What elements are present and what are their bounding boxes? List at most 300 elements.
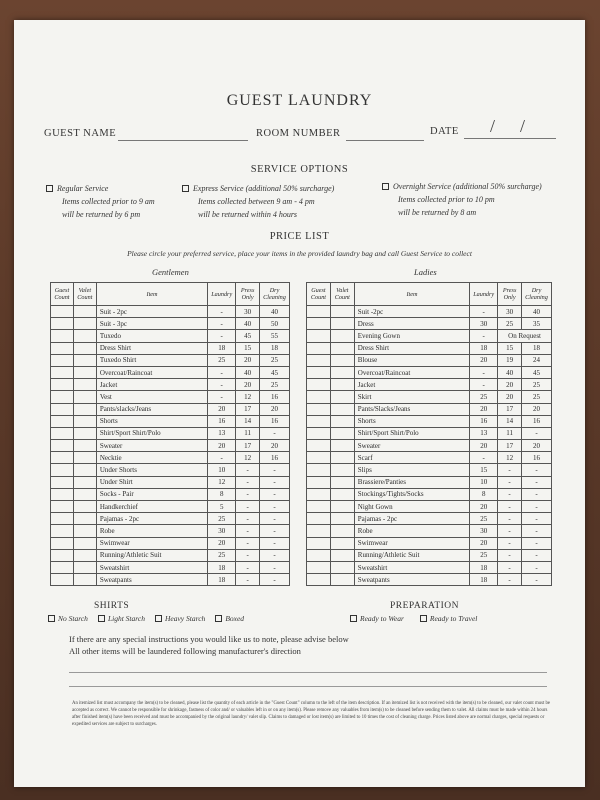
item-cell: Tuxedo Shirt: [96, 354, 207, 366]
table-row: [307, 330, 552, 342]
guest-count-cell[interactable]: [51, 561, 74, 573]
table-row: [51, 391, 290, 403]
valet-count-header: Valet Count: [73, 283, 96, 306]
guest-count-cell[interactable]: [51, 452, 74, 464]
dry-cleaning-price-cell: 16: [260, 391, 290, 403]
valet-count-cell[interactable]: [330, 366, 354, 378]
item-cell: Overcoat/Raincoat: [96, 366, 207, 378]
table-row: [307, 537, 552, 549]
table-row: [51, 415, 290, 427]
valet-count-cell[interactable]: [73, 464, 96, 476]
press-price-cell: -: [498, 561, 522, 573]
table-row: [51, 427, 290, 439]
item-cell: Pajamas - 2pc: [354, 513, 469, 525]
date-label: DATE: [430, 126, 459, 137]
valet-count-cell[interactable]: [330, 513, 354, 525]
dry-cleaning-price-cell: -: [522, 464, 552, 476]
dry-cleaning-price-cell: 50: [260, 318, 290, 330]
guest-count-cell[interactable]: [51, 525, 74, 537]
table-row: [51, 366, 290, 378]
press-price-cell: -: [498, 549, 522, 561]
dry-cleaning-price-cell: -: [260, 501, 290, 513]
guest-count-cell[interactable]: [307, 306, 331, 318]
item-cell: Swimwear: [96, 537, 207, 549]
guest-count-cell[interactable]: [307, 330, 331, 342]
item-cell: Blouse: [354, 354, 469, 366]
laundry-price-cell: -: [470, 379, 498, 391]
table-row: [307, 403, 552, 415]
dry-cleaning-price-cell: -: [522, 549, 552, 561]
shirt-option[interactable]: Heavy Starch: [155, 614, 205, 623]
laundry-price-cell: 18: [208, 342, 236, 354]
valet-count-cell[interactable]: [73, 342, 96, 354]
press-price-cell: 40: [236, 366, 260, 378]
press-price-cell: 45: [236, 330, 260, 342]
guest-count-cell[interactable]: [307, 391, 331, 403]
price-list-instructions: Please circle your preferred service, place your items in the provided laundry bag and call Guest Service to collect: [127, 249, 472, 258]
table-row: [307, 379, 552, 391]
guest-count-cell[interactable]: [307, 561, 331, 573]
guest-count-cell[interactable]: [51, 427, 74, 439]
item-cell: Necktie: [96, 452, 207, 464]
dry-cleaning-price-cell: -: [260, 513, 290, 525]
dry-cleaning-price-cell: -: [260, 427, 290, 439]
guest-count-cell[interactable]: [51, 354, 74, 366]
laundry-price-cell: -: [208, 306, 236, 318]
item-cell: Stockings/Tights/Socks: [354, 488, 469, 500]
laundry-form: [14, 20, 585, 787]
preparation-option[interactable]: Ready to Wear: [350, 614, 404, 623]
item-cell: Suit - 3pc: [96, 318, 207, 330]
ladies-price-table: [306, 282, 552, 586]
shirt-option[interactable]: Boxed: [215, 614, 244, 623]
table-row: [307, 561, 552, 573]
valet-count-cell[interactable]: [73, 354, 96, 366]
dry-cleaning-price-cell: 24: [522, 354, 552, 366]
preparation-options: [350, 614, 477, 623]
press-price-cell: -: [236, 501, 260, 513]
press-price-cell: 40: [236, 318, 260, 330]
guest-count-cell[interactable]: [307, 574, 331, 586]
guest-count-cell[interactable]: [307, 440, 331, 452]
laundry-header: Laundry: [208, 283, 236, 306]
laundry-price-cell: 20: [470, 440, 498, 452]
item-cell: Dress Shirt: [354, 342, 469, 354]
valet-count-cell[interactable]: [73, 513, 96, 525]
guest-count-cell[interactable]: [51, 549, 74, 561]
guest-count-cell[interactable]: [307, 537, 331, 549]
valet-count-cell[interactable]: [73, 318, 96, 330]
special-instructions-text: If there are any special instructions you would like us to note, please advise below: [69, 634, 349, 644]
dry-cleaning-header: Dry Cleaning: [260, 283, 290, 306]
press-price-cell: -: [498, 476, 522, 488]
valet-count-cell[interactable]: [330, 330, 354, 342]
press-price-cell: 17: [498, 403, 522, 415]
item-cell: Sweater: [354, 440, 469, 452]
guest-count-cell[interactable]: [307, 403, 331, 415]
press-price-cell: 14: [236, 415, 260, 427]
table-row: [307, 391, 552, 403]
valet-count-cell[interactable]: [73, 537, 96, 549]
guest-count-cell[interactable]: [51, 306, 74, 318]
table-row: [51, 306, 290, 318]
laundry-price-cell: 25: [208, 549, 236, 561]
dry-cleaning-price-cell: 25: [260, 354, 290, 366]
valet-count-cell[interactable]: [73, 366, 96, 378]
guest-count-cell[interactable]: [51, 464, 74, 476]
table-row: [307, 452, 552, 464]
press-price-cell: 12: [498, 452, 522, 464]
dry-cleaning-price-cell: -: [522, 427, 552, 439]
valet-count-cell[interactable]: [73, 403, 96, 415]
laundry-price-cell: 10: [470, 476, 498, 488]
gentlemen-heading: Gentlemen: [152, 267, 189, 277]
valet-count-cell[interactable]: [330, 561, 354, 573]
press-price-cell: 20: [498, 391, 522, 403]
guest-count-cell[interactable]: [51, 537, 74, 549]
dry-cleaning-price-cell: -: [522, 574, 552, 586]
guest-count-cell[interactable]: [51, 513, 74, 525]
guest-count-cell[interactable]: [307, 342, 331, 354]
laundry-price-cell: -: [470, 306, 498, 318]
shirts-options: [48, 614, 244, 623]
valet-count-cell[interactable]: [330, 354, 354, 366]
laundry-price-cell: 15: [470, 464, 498, 476]
table-row: [307, 415, 552, 427]
table-row: [51, 537, 290, 549]
guest-count-cell[interactable]: [51, 574, 74, 586]
table-row: [51, 525, 290, 537]
shirt-option[interactable]: Light Starch: [98, 614, 145, 623]
checkbox-icon[interactable]: [215, 615, 222, 622]
laundry-price-cell: 20: [470, 501, 498, 513]
preparation-option[interactable]: Ready to Travel: [420, 614, 478, 623]
shirt-option[interactable]: No Starch: [48, 614, 88, 623]
press-price-cell: 11: [236, 427, 260, 439]
price-on-request-cell: On Request: [498, 330, 552, 342]
dry-cleaning-price-cell: -: [260, 574, 290, 586]
dry-cleaning-price-cell: 40: [260, 306, 290, 318]
valet-count-cell[interactable]: [73, 415, 96, 427]
press-only-header: Press Only: [236, 283, 260, 306]
valet-count-cell[interactable]: [330, 537, 354, 549]
table-row: [307, 549, 552, 561]
table-row: [51, 501, 290, 513]
valet-count-cell[interactable]: [73, 427, 96, 439]
guest-name-field[interactable]: [118, 140, 248, 141]
laundry-price-cell: 16: [208, 415, 236, 427]
laundry-price-cell: 18: [208, 561, 236, 573]
valet-count-cell[interactable]: [330, 379, 354, 391]
valet-count-cell[interactable]: [73, 488, 96, 500]
item-cell: Shorts: [96, 415, 207, 427]
price-list-heading: PRICE LIST: [269, 231, 330, 242]
laundry-price-cell: 5: [208, 501, 236, 513]
press-price-cell: -: [498, 488, 522, 500]
item-cell: Pajamas - 2pc: [96, 513, 207, 525]
dry-cleaning-header: Dry Cleaning: [522, 283, 552, 306]
valet-count-cell[interactable]: [73, 306, 96, 318]
checkbox-icon[interactable]: [155, 615, 162, 622]
guest-count-cell[interactable]: [307, 476, 331, 488]
valet-count-cell[interactable]: [330, 476, 354, 488]
table-row: [51, 574, 290, 586]
valet-count-cell[interactable]: [73, 391, 96, 403]
item-cell: Under Shirt: [96, 476, 207, 488]
press-price-cell: 15: [236, 342, 260, 354]
service-options-heading: SERVICE OPTIONS: [250, 164, 349, 175]
valet-count-cell[interactable]: [330, 427, 354, 439]
guest-count-cell[interactable]: [51, 330, 74, 342]
table-row: [307, 488, 552, 500]
checkbox-icon[interactable]: [382, 183, 389, 190]
press-price-cell: 17: [236, 403, 260, 415]
press-price-cell: -: [236, 476, 260, 488]
table-row: [307, 427, 552, 439]
press-price-cell: -: [498, 464, 522, 476]
dry-cleaning-price-cell: 45: [260, 366, 290, 378]
item-cell: Running/Athletic Suit: [354, 549, 469, 561]
guest-count-cell[interactable]: [51, 476, 74, 488]
dry-cleaning-price-cell: 25: [522, 391, 552, 403]
checkbox-icon[interactable]: [350, 615, 357, 622]
table-row: [307, 574, 552, 586]
guest-count-cell[interactable]: [307, 464, 331, 476]
manufacturer-direction-text: All other items will be laundered following manufacturer's direction: [69, 646, 301, 656]
press-price-cell: -: [498, 501, 522, 513]
regular-service-option[interactable]: Regular Service Items collected prior to 9 am will be returned by 6 pm: [46, 182, 155, 221]
item-cell: Vest: [96, 391, 207, 403]
valet-count-cell[interactable]: [73, 525, 96, 537]
valet-count-cell[interactable]: [73, 501, 96, 513]
laundry-price-cell: 25: [208, 354, 236, 366]
valet-count-cell[interactable]: [73, 476, 96, 488]
item-cell: Under Shorts: [96, 464, 207, 476]
guest-count-cell[interactable]: [307, 318, 331, 330]
overnight-service-option[interactable]: Overnight Service (additional 50% surcharge) Items collected prior to 10 pm will be returned by 8 am: [382, 180, 542, 219]
laundry-price-cell: 30: [470, 318, 498, 330]
table-row: [307, 476, 552, 488]
table-row: [307, 464, 552, 476]
guest-count-cell[interactable]: [51, 379, 74, 391]
item-cell: Scarf: [354, 452, 469, 464]
item-header: Item: [354, 283, 469, 306]
date-field[interactable]: [464, 138, 556, 139]
press-price-cell: 20: [236, 379, 260, 391]
valet-count-cell[interactable]: [73, 574, 96, 586]
date-separator: /: [520, 116, 526, 136]
dry-cleaning-price-cell: 20: [522, 403, 552, 415]
valet-count-cell[interactable]: [330, 488, 354, 500]
date-separator: /: [490, 116, 496, 136]
express-service-option[interactable]: Express Service (additional 50% surcharge) Items collected between 9 am - 4 pm will be returned within 4 hours: [182, 182, 334, 221]
valet-count-cell[interactable]: [330, 342, 354, 354]
guest-count-cell[interactable]: [307, 452, 331, 464]
valet-count-cell[interactable]: [73, 379, 96, 391]
guest-count-cell[interactable]: [307, 415, 331, 427]
guest-count-header: Guest Count: [307, 283, 331, 306]
press-price-cell: -: [236, 574, 260, 586]
table-row: [51, 513, 290, 525]
press-price-cell: -: [236, 537, 260, 549]
guest-count-cell[interactable]: [307, 427, 331, 439]
shirts-heading: SHIRTS: [94, 601, 130, 611]
guest-count-cell[interactable]: [51, 403, 74, 415]
valet-count-cell[interactable]: [330, 452, 354, 464]
item-cell: Handkerchief: [96, 501, 207, 513]
laundry-price-cell: 20: [208, 537, 236, 549]
item-cell: Skirt: [354, 391, 469, 403]
table-header-row: [307, 283, 552, 306]
guest-count-cell[interactable]: [307, 513, 331, 525]
guest-count-cell[interactable]: [307, 366, 331, 378]
valet-count-cell[interactable]: [330, 464, 354, 476]
valet-count-cell[interactable]: [330, 525, 354, 537]
dry-cleaning-price-cell: 16: [260, 415, 290, 427]
guest-count-cell[interactable]: [307, 525, 331, 537]
table-row: [51, 330, 290, 342]
laundry-price-cell: 25: [208, 513, 236, 525]
guest-count-cell[interactable]: [51, 501, 74, 513]
guest-count-cell[interactable]: [307, 379, 331, 391]
laundry-price-cell: 18: [470, 342, 498, 354]
laundry-price-cell: 16: [470, 415, 498, 427]
laundry-price-cell: 8: [208, 488, 236, 500]
valet-count-cell[interactable]: [73, 440, 96, 452]
checkbox-icon[interactable]: [420, 615, 427, 622]
item-cell: Night Gown: [354, 501, 469, 513]
dry-cleaning-price-cell: 35: [522, 318, 552, 330]
table-row: [51, 561, 290, 573]
press-price-cell: -: [498, 513, 522, 525]
item-cell: Shirt/Sport Shirt/Polo: [354, 427, 469, 439]
preparation-heading: PREPARATION: [390, 601, 460, 611]
guest-count-cell[interactable]: [307, 354, 331, 366]
table-row: [51, 464, 290, 476]
laundry-price-cell: 12: [208, 476, 236, 488]
item-cell: Tuxedo: [96, 330, 207, 342]
checkbox-icon[interactable]: [182, 185, 189, 192]
checkbox-icon[interactable]: [98, 615, 105, 622]
item-cell: Pants/Slacks/Jeans: [354, 403, 469, 415]
dry-cleaning-price-cell: 18: [260, 342, 290, 354]
instructions-line[interactable]: [69, 672, 547, 673]
valet-count-cell[interactable]: [73, 452, 96, 464]
item-cell: Shirt/Sport Shirt/Polo: [96, 427, 207, 439]
guest-count-cell[interactable]: [51, 415, 74, 427]
dry-cleaning-price-cell: -: [260, 488, 290, 500]
guest-count-cell[interactable]: [51, 391, 74, 403]
valet-count-cell[interactable]: [330, 574, 354, 586]
table-row: [51, 476, 290, 488]
dry-cleaning-price-cell: -: [260, 464, 290, 476]
laundry-price-cell: 8: [470, 488, 498, 500]
press-price-cell: 15: [498, 342, 522, 354]
valet-count-cell[interactable]: [73, 330, 96, 342]
dry-cleaning-price-cell: -: [260, 549, 290, 561]
table-row: [51, 379, 290, 391]
laundry-price-cell: -: [208, 452, 236, 464]
table-row: [307, 306, 552, 318]
valet-count-cell[interactable]: [73, 549, 96, 561]
dry-cleaning-price-cell: 20: [260, 440, 290, 452]
valet-count-cell[interactable]: [330, 318, 354, 330]
valet-count-cell[interactable]: [330, 415, 354, 427]
item-cell: Sweatshirt: [96, 561, 207, 573]
terms-fine-print: An itemized list must accompany the item(s) to be cleaned, please list the quantity of each article in the "Guest Count" column to the left of the item description. If an itemized list is not received with the item(s) to be cleaned, our valet count must be accepted as correct. We cannot be responsible for shrinkage, fastness of color and/ or valuables left in or on any item(s). Please remove any valuables from item(s) to be cleaned before sending them to valet. All claims must be made within 24 hours after finished item(s) have been received and must be accompanied by the original laundry/ valet slip. Claims to damaged or lost item(s) are limited to 10 times the cost of cleaning charge. Prices listed above are normal charges, special requests or expedited services are subject to surcharges.: [72, 701, 551, 727]
laundry-price-cell: 20: [208, 403, 236, 415]
laundry-price-cell: 18: [470, 574, 498, 586]
instructions-line[interactable]: [69, 686, 547, 687]
dry-cleaning-price-cell: -: [522, 476, 552, 488]
item-cell: Dress Shirt: [96, 342, 207, 354]
dry-cleaning-price-cell: 25: [260, 379, 290, 391]
item-cell: Running/Athletic Suit: [96, 549, 207, 561]
laundry-price-cell: 30: [470, 525, 498, 537]
dry-cleaning-price-cell: -: [260, 561, 290, 573]
laundry-price-cell: 13: [208, 427, 236, 439]
press-only-header: Press Only: [498, 283, 522, 306]
press-price-cell: -: [236, 513, 260, 525]
valet-count-cell[interactable]: [330, 549, 354, 561]
press-price-cell: -: [236, 525, 260, 537]
guest-count-cell[interactable]: [307, 501, 331, 513]
dry-cleaning-price-cell: 25: [522, 379, 552, 391]
press-price-cell: -: [236, 561, 260, 573]
valet-count-cell[interactable]: [330, 391, 354, 403]
item-cell: Evening Gown: [354, 330, 469, 342]
guest-count-cell[interactable]: [307, 488, 331, 500]
item-cell: Robe: [354, 525, 469, 537]
press-price-cell: -: [498, 574, 522, 586]
guest-count-cell[interactable]: [51, 342, 74, 354]
checkbox-icon[interactable]: [48, 615, 55, 622]
valet-count-cell[interactable]: [330, 440, 354, 452]
table-row: [307, 501, 552, 513]
checkbox-icon[interactable]: [46, 185, 53, 192]
guest-count-cell[interactable]: [51, 318, 74, 330]
room-number-field[interactable]: [346, 140, 424, 141]
press-price-cell: 25: [498, 318, 522, 330]
laundry-price-cell: -: [208, 379, 236, 391]
table-row: [51, 452, 290, 464]
guest-count-cell[interactable]: [51, 366, 74, 378]
guest-count-cell[interactable]: [51, 488, 74, 500]
press-price-cell: 14: [498, 415, 522, 427]
dry-cleaning-price-cell: -: [522, 537, 552, 549]
valet-count-cell[interactable]: [330, 306, 354, 318]
item-cell: Socks - Pair: [96, 488, 207, 500]
press-price-cell: 20: [498, 379, 522, 391]
press-price-cell: -: [498, 525, 522, 537]
valet-count-cell[interactable]: [73, 561, 96, 573]
item-cell: Sweater: [96, 440, 207, 452]
press-price-cell: 19: [498, 354, 522, 366]
guest-count-cell[interactable]: [51, 440, 74, 452]
laundry-price-cell: -: [208, 391, 236, 403]
item-cell: Sweatpants: [354, 574, 469, 586]
dry-cleaning-price-cell: -: [522, 488, 552, 500]
valet-count-cell[interactable]: [330, 501, 354, 513]
item-cell: Jacket: [354, 379, 469, 391]
valet-count-cell[interactable]: [330, 403, 354, 415]
guest-count-cell[interactable]: [307, 549, 331, 561]
dry-cleaning-price-cell: 20: [260, 403, 290, 415]
laundry-price-cell: -: [470, 452, 498, 464]
dry-cleaning-price-cell: 16: [260, 452, 290, 464]
form-title: GUEST LAUNDRY: [226, 92, 373, 109]
press-price-cell: 17: [236, 440, 260, 452]
